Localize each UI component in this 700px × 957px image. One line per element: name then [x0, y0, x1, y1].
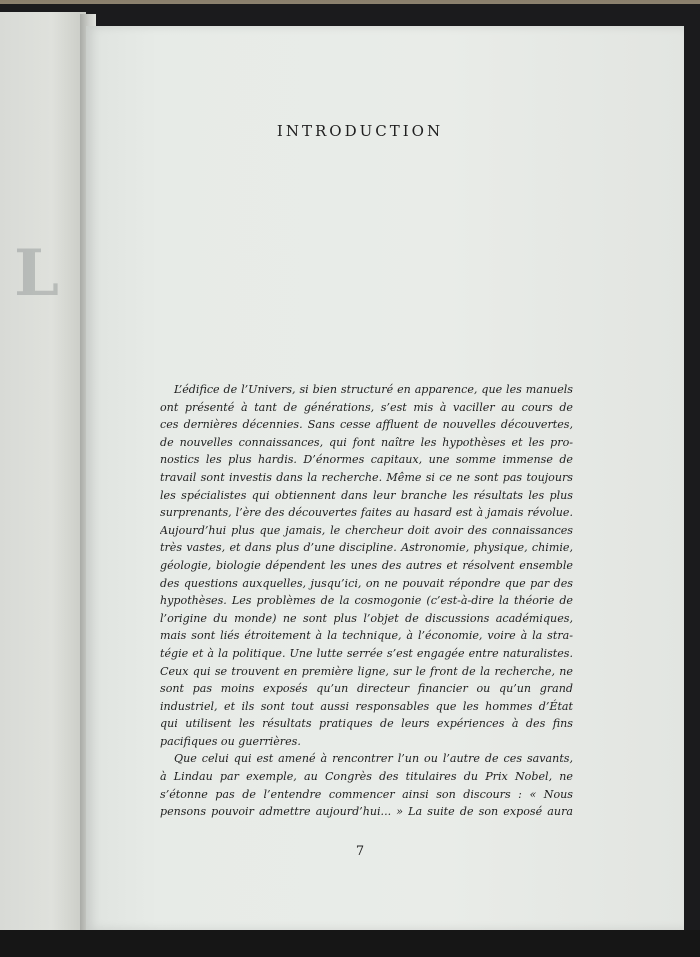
right-page [86, 26, 684, 930]
page-number: 7 [355, 844, 365, 859]
page-title: INTRODUCTION [276, 122, 444, 140]
text-line: à Lindau par exemple, au Congrès des titulaires du Prix Nobel, ne [160, 770, 573, 784]
text-line: industriel, et ils sont tout aussi responsables que les hommes d’État [160, 699, 573, 713]
text-line: Aujourd’hui plus que jamais, le chercheur doit avoir des connaissances [160, 523, 573, 537]
text-line: tégie et à la politique. Une lutte serrée s’est engagée entre naturalistes. [160, 646, 573, 660]
text-line: s’étonne pas de l’entendre commencer ainsi son discours : « Nous [160, 787, 573, 801]
text-line: ces dernières décennies. Sans cesse affluent de nouvelles découvertes, [160, 418, 573, 432]
text-line: L’édifice de l’Univers, si bien structuré en apparence, que les manuels [174, 383, 573, 396]
cover-bottom-edge [0, 930, 700, 957]
body-text [160, 381, 573, 821]
text-line: sont pas moins exposés qu’un directeur financier ou qu’un grand [160, 682, 573, 696]
bleed-through-letter: L [14, 236, 59, 311]
text-line: Que celui qui est amené à rencontrer l’un ou l’autre de ces savants, [174, 752, 573, 766]
text-line: l’origine du monde) ne sont plus l’objet de discussions académiques, [160, 611, 573, 625]
text-line: Ceux qui se trouvent en première ligne, sur le front de la recherche, ne [160, 664, 573, 678]
left-page [0, 12, 86, 938]
text-line: très vastes, et dans plus d’une discipline. Astronomie, physique, chimie, [160, 541, 573, 555]
text-line: pensons pouvoir admettre aujourd’hui... » La suite de son exposé aura [160, 805, 573, 819]
text-line: ont présenté à tant de générations, s’est mis à vaciller au cours de [160, 400, 573, 414]
text-line: de nouvelles connaissances, qui font naître les hypothèses et les pro- [160, 435, 573, 449]
text-line: hypothèses. Les problèmes de la cosmogonie (c’est-à-dire la théorie de [160, 594, 573, 608]
text-line: travail sont investis dans la recherche. Même si ce ne sont pas toujours [160, 470, 573, 484]
text-line: qui utilisent les résultats pratiques de leurs expériences à des fins [160, 717, 573, 731]
text-line: surprenants, l’ère des découvertes faites au hasard est à jamais révolue. [160, 506, 573, 520]
text-line: nostics les plus hardis. D’énormes capitaux, une somme immense de [160, 453, 573, 467]
text-line: les spécialistes qui obtiennent dans leur branche les résultats les plus [160, 488, 573, 502]
text-line: des questions auxquelles, jusqu’ici, on ne pouvait répondre que par des [160, 576, 573, 590]
text-line: mais sont liés étroitement à la technique, à l’économie, voire à la stra- [160, 629, 573, 643]
text-line: pacifiques ou guerrières. [160, 734, 301, 748]
text-line: géologie, biologie dépendent les unes des autres et résolvent ensemble [160, 558, 573, 572]
